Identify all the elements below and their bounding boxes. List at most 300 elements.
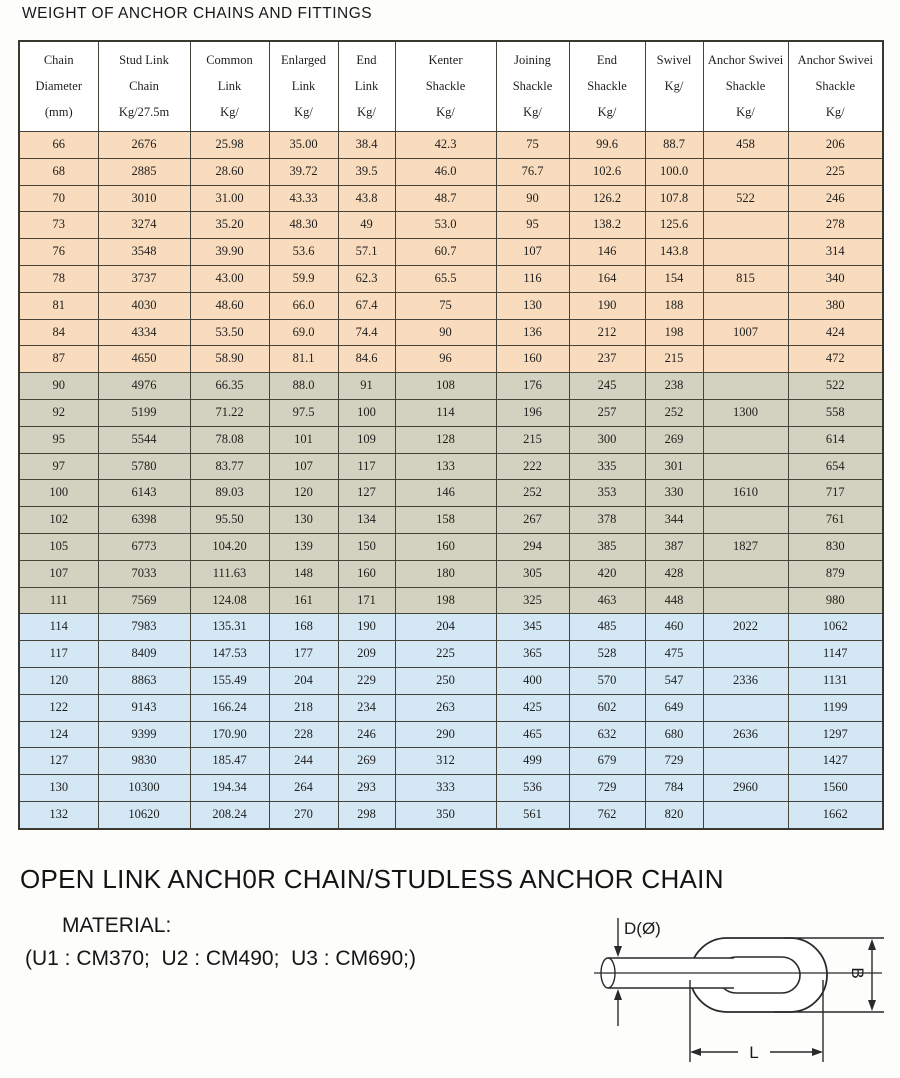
table-cell: 1560 xyxy=(788,775,883,802)
table-cell: 48.60 xyxy=(190,292,269,319)
table-cell: 237 xyxy=(569,346,645,373)
table-cell: 209 xyxy=(338,641,395,668)
column-header: Joining Shackle Kg/ xyxy=(496,41,569,132)
table-cell: 353 xyxy=(569,480,645,507)
table-cell: 499 xyxy=(496,748,569,775)
table-cell: 465 xyxy=(496,721,569,748)
table-cell: 114 xyxy=(19,614,98,641)
table-cell: 424 xyxy=(788,319,883,346)
table-cell: 74.4 xyxy=(338,319,395,346)
table-cell: 1610 xyxy=(703,480,788,507)
table-cell: 53.0 xyxy=(395,212,496,239)
table-cell: 246 xyxy=(338,721,395,748)
table-cell: 76 xyxy=(19,239,98,266)
table-cell: 177 xyxy=(269,641,338,668)
table-cell: 28.60 xyxy=(190,158,269,185)
table-cell: 3274 xyxy=(98,212,190,239)
material-label: MATERIAL: xyxy=(62,914,172,937)
table-cell xyxy=(703,587,788,614)
table-cell: 225 xyxy=(395,641,496,668)
table-row xyxy=(19,587,883,614)
table-cell: 10620 xyxy=(98,801,190,828)
table-cell: 1199 xyxy=(788,694,883,721)
table-cell: 170.90 xyxy=(190,721,269,748)
table-row xyxy=(19,185,883,212)
table-cell: 460 xyxy=(645,614,703,641)
table-cell: 1827 xyxy=(703,533,788,560)
table-cell: 66.0 xyxy=(269,292,338,319)
table-row xyxy=(19,453,883,480)
table-cell: 378 xyxy=(569,507,645,534)
table-cell: 8863 xyxy=(98,667,190,694)
table-cell: 109 xyxy=(338,426,395,453)
table-cell: 69.0 xyxy=(269,319,338,346)
table-cell: 244 xyxy=(269,748,338,775)
table-cell: 125.6 xyxy=(645,212,703,239)
table-cell xyxy=(703,801,788,828)
table-cell: 155.49 xyxy=(190,667,269,694)
table-cell: 102 xyxy=(19,507,98,534)
table-cell: 350 xyxy=(395,801,496,828)
table-cell: 522 xyxy=(788,373,883,400)
table-cell: 5544 xyxy=(98,426,190,453)
table-cell: 102.6 xyxy=(569,158,645,185)
table-cell: 132 xyxy=(19,801,98,828)
table-row xyxy=(19,801,883,828)
table-cell: 104.20 xyxy=(190,533,269,560)
table-cell: 1131 xyxy=(788,667,883,694)
table-cell: 87 xyxy=(19,346,98,373)
table-cell: 717 xyxy=(788,480,883,507)
table-cell: 1427 xyxy=(788,748,883,775)
table-cell: 130 xyxy=(269,507,338,534)
table-cell: 312 xyxy=(395,748,496,775)
table-cell: 649 xyxy=(645,694,703,721)
table-cell: 10300 xyxy=(98,775,190,802)
table-cell: 49 xyxy=(338,212,395,239)
table-cell: 344 xyxy=(645,507,703,534)
table-cell: 485 xyxy=(569,614,645,641)
table-cell: 76.7 xyxy=(496,158,569,185)
table-cell: 66.35 xyxy=(190,373,269,400)
table-cell: 2676 xyxy=(98,132,190,159)
table-cell: 190 xyxy=(338,614,395,641)
table-cell: 654 xyxy=(788,453,883,480)
table-cell: 215 xyxy=(645,346,703,373)
table-row xyxy=(19,614,883,641)
table-row xyxy=(19,265,883,292)
table-cell: 387 xyxy=(645,533,703,560)
table-cell xyxy=(703,212,788,239)
table-cell: 301 xyxy=(645,453,703,480)
table-cell: 208.24 xyxy=(190,801,269,828)
table-cell: 143.8 xyxy=(645,239,703,266)
table-cell: 95 xyxy=(19,426,98,453)
table-cell: 100.0 xyxy=(645,158,703,185)
table-row xyxy=(19,533,883,560)
arrow-up-icon xyxy=(868,939,876,950)
arrow-up-icon xyxy=(614,989,622,1000)
table-cell: 31.00 xyxy=(190,185,269,212)
table-cell: 4976 xyxy=(98,373,190,400)
table-cell: 43.8 xyxy=(338,185,395,212)
table-cell: 222 xyxy=(496,453,569,480)
table-cell: 96 xyxy=(395,346,496,373)
table-cell: 879 xyxy=(788,560,883,587)
table-row xyxy=(19,399,883,426)
table-cell: 463 xyxy=(569,587,645,614)
table-row xyxy=(19,721,883,748)
weights-table xyxy=(18,40,884,830)
table-row xyxy=(19,212,883,239)
table-cell: 88.7 xyxy=(645,132,703,159)
table-cell: 263 xyxy=(395,694,496,721)
table-cell: 25.98 xyxy=(190,132,269,159)
table-cell: 425 xyxy=(496,694,569,721)
table-cell xyxy=(703,346,788,373)
table-cell: 270 xyxy=(269,801,338,828)
table-cell: 234 xyxy=(338,694,395,721)
table-cell: 4030 xyxy=(98,292,190,319)
table-cell: 39.72 xyxy=(269,158,338,185)
table-cell: 300 xyxy=(569,426,645,453)
table-cell: 325 xyxy=(496,587,569,614)
table-cell: 88.0 xyxy=(269,373,338,400)
column-header: Common Link Kg/ xyxy=(190,41,269,132)
table-row xyxy=(19,641,883,668)
table-cell: 71.22 xyxy=(190,399,269,426)
table-cell: 160 xyxy=(395,533,496,560)
table-cell: 158 xyxy=(395,507,496,534)
table-cell: 3010 xyxy=(98,185,190,212)
column-header: End Shackle Kg/ xyxy=(569,41,645,132)
table-cell: 171 xyxy=(338,587,395,614)
table-cell: 117 xyxy=(19,641,98,668)
table-cell: 107 xyxy=(269,453,338,480)
table-cell: 204 xyxy=(395,614,496,641)
table-cell: 762 xyxy=(569,801,645,828)
table-cell: 245 xyxy=(569,373,645,400)
table-cell: 290 xyxy=(395,721,496,748)
table-cell: 168 xyxy=(269,614,338,641)
table-body xyxy=(19,132,883,829)
table-cell: 81 xyxy=(19,292,98,319)
table-cell: 111 xyxy=(19,587,98,614)
table-cell: 48.30 xyxy=(269,212,338,239)
table-cell: 314 xyxy=(788,239,883,266)
table-cell: 134 xyxy=(338,507,395,534)
table-cell: 472 xyxy=(788,346,883,373)
table-cell: 66 xyxy=(19,132,98,159)
table-cell: 3737 xyxy=(98,265,190,292)
table-cell: 729 xyxy=(645,748,703,775)
arrow-down-icon xyxy=(868,1000,876,1011)
material-detail: (U1 : CM370; U2 : CM490; U3 : CM690;) xyxy=(25,947,416,970)
table-cell: 135.31 xyxy=(190,614,269,641)
table-cell: 160 xyxy=(496,346,569,373)
table-cell: 1007 xyxy=(703,319,788,346)
table-cell: 570 xyxy=(569,667,645,694)
table-cell: 229 xyxy=(338,667,395,694)
table-cell: 58.90 xyxy=(190,346,269,373)
table-cell: 147.53 xyxy=(190,641,269,668)
table-cell: 269 xyxy=(338,748,395,775)
table-cell: 458 xyxy=(703,132,788,159)
table-row xyxy=(19,346,883,373)
table-cell: 1297 xyxy=(788,721,883,748)
table-cell: 161 xyxy=(269,587,338,614)
length-dimension-label: L xyxy=(749,1043,759,1062)
table-cell: 198 xyxy=(395,587,496,614)
table-cell: 35.20 xyxy=(190,212,269,239)
table-cell: 148 xyxy=(269,560,338,587)
header-row xyxy=(19,41,883,132)
table-cell: 206 xyxy=(788,132,883,159)
table-row xyxy=(19,132,883,159)
table-cell: 67.4 xyxy=(338,292,395,319)
table-cell: 75 xyxy=(496,132,569,159)
table-cell: 380 xyxy=(788,292,883,319)
table-cell: 78 xyxy=(19,265,98,292)
table-cell: 126.2 xyxy=(569,185,645,212)
table-row xyxy=(19,507,883,534)
table-cell: 246 xyxy=(788,185,883,212)
table-cell: 252 xyxy=(496,480,569,507)
table-row xyxy=(19,158,883,185)
table-cell: 547 xyxy=(645,667,703,694)
table-cell: 4650 xyxy=(98,346,190,373)
table-cell: 166.24 xyxy=(190,694,269,721)
table-cell: 92 xyxy=(19,399,98,426)
arrow-left-icon xyxy=(690,1048,701,1056)
table-cell: 130 xyxy=(496,292,569,319)
table-cell: 95 xyxy=(496,212,569,239)
column-header: Kenter Shackle Kg/ xyxy=(395,41,496,132)
table-cell: 62.3 xyxy=(338,265,395,292)
table-cell xyxy=(703,453,788,480)
table-cell: 190 xyxy=(569,292,645,319)
table-cell: 180 xyxy=(395,560,496,587)
table-cell: 117 xyxy=(338,453,395,480)
table-cell: 65.5 xyxy=(395,265,496,292)
table-cell: 9399 xyxy=(98,721,190,748)
table-cell: 7983 xyxy=(98,614,190,641)
table-cell: 60.7 xyxy=(395,239,496,266)
section-heading: OPEN LINK ANCH0R CHAIN/STUDLESS ANCHOR CHAIN xyxy=(20,864,724,894)
table-row xyxy=(19,748,883,775)
table-cell: 146 xyxy=(569,239,645,266)
table-cell: 81.1 xyxy=(269,346,338,373)
table-cell: 8409 xyxy=(98,641,190,668)
table-cell: 97 xyxy=(19,453,98,480)
table-cell: 59.9 xyxy=(269,265,338,292)
table-cell xyxy=(703,507,788,534)
table-cell: 4334 xyxy=(98,319,190,346)
table-cell: 90 xyxy=(395,319,496,346)
table-cell: 136 xyxy=(496,319,569,346)
table-cell: 107.8 xyxy=(645,185,703,212)
table-cell: 536 xyxy=(496,775,569,802)
table-cell: 267 xyxy=(496,507,569,534)
table-cell: 1062 xyxy=(788,614,883,641)
table-cell: 1147 xyxy=(788,641,883,668)
table-cell: 160 xyxy=(338,560,395,587)
arrow-right-icon xyxy=(812,1048,823,1056)
table-cell: 729 xyxy=(569,775,645,802)
table-cell xyxy=(703,292,788,319)
table-cell: 164 xyxy=(569,265,645,292)
table-cell: 185.47 xyxy=(190,748,269,775)
table-cell: 522 xyxy=(703,185,788,212)
table-cell: 2960 xyxy=(703,775,788,802)
table-cell: 448 xyxy=(645,587,703,614)
table-cell: 238 xyxy=(645,373,703,400)
table-cell: 218 xyxy=(269,694,338,721)
arrow-down-icon xyxy=(614,946,622,957)
table-cell: 146 xyxy=(395,480,496,507)
table-cell: 1300 xyxy=(703,399,788,426)
table-cell: 138.2 xyxy=(569,212,645,239)
column-header: Chain Diameter (mm) xyxy=(19,41,98,132)
table-cell: 252 xyxy=(645,399,703,426)
table-cell: 150 xyxy=(338,533,395,560)
table-cell: 400 xyxy=(496,667,569,694)
table-cell: 105 xyxy=(19,533,98,560)
table-cell: 561 xyxy=(496,801,569,828)
table-cell: 784 xyxy=(645,775,703,802)
table-cell: 188 xyxy=(645,292,703,319)
table-cell: 39.5 xyxy=(338,158,395,185)
table-cell: 194.34 xyxy=(190,775,269,802)
table-cell: 2885 xyxy=(98,158,190,185)
table-cell: 345 xyxy=(496,614,569,641)
table-cell: 3548 xyxy=(98,239,190,266)
table-cell: 97.5 xyxy=(269,399,338,426)
table-cell: 57.1 xyxy=(338,239,395,266)
table-cell: 558 xyxy=(788,399,883,426)
table-cell xyxy=(703,239,788,266)
table-cell: 78.08 xyxy=(190,426,269,453)
table-cell: 9830 xyxy=(98,748,190,775)
column-header: Anchor Swivei Shackle Kg/ xyxy=(788,41,883,132)
table-cell: 53.50 xyxy=(190,319,269,346)
table-cell: 475 xyxy=(645,641,703,668)
table-cell: 225 xyxy=(788,158,883,185)
table-cell: 107 xyxy=(19,560,98,587)
table-cell: 9143 xyxy=(98,694,190,721)
table-cell: 154 xyxy=(645,265,703,292)
column-header: Swivel Kg/ xyxy=(645,41,703,132)
table-cell: 100 xyxy=(19,480,98,507)
table-cell: 204 xyxy=(269,667,338,694)
table-row xyxy=(19,560,883,587)
table-cell xyxy=(703,158,788,185)
table-cell: 820 xyxy=(645,801,703,828)
table-cell: 420 xyxy=(569,560,645,587)
table-cell: 1662 xyxy=(788,801,883,828)
table-cell: 127 xyxy=(19,748,98,775)
table-cell: 294 xyxy=(496,533,569,560)
table-cell: 42.3 xyxy=(395,132,496,159)
table-cell: 124.08 xyxy=(190,587,269,614)
table-cell: 124 xyxy=(19,721,98,748)
table-cell: 264 xyxy=(269,775,338,802)
table-cell xyxy=(703,560,788,587)
chain-link-diagram xyxy=(588,892,900,1078)
table-cell: 122 xyxy=(19,694,98,721)
table-cell: 99.6 xyxy=(569,132,645,159)
table-cell: 198 xyxy=(645,319,703,346)
table-cell: 830 xyxy=(788,533,883,560)
table-cell xyxy=(703,748,788,775)
table-cell: 84 xyxy=(19,319,98,346)
table-cell: 196 xyxy=(496,399,569,426)
table-cell: 43.00 xyxy=(190,265,269,292)
table-cell: 614 xyxy=(788,426,883,453)
table-cell: 127 xyxy=(338,480,395,507)
table-cell: 335 xyxy=(569,453,645,480)
table-cell: 130 xyxy=(19,775,98,802)
page-title: WEIGHT OF ANCHOR CHAINS AND FITTINGS xyxy=(22,5,373,22)
table-cell: 305 xyxy=(496,560,569,587)
table-cell: 293 xyxy=(338,775,395,802)
table-cell: 632 xyxy=(569,721,645,748)
table-cell: 340 xyxy=(788,265,883,292)
table-cell: 70 xyxy=(19,185,98,212)
table-row xyxy=(19,373,883,400)
column-header: Enlarged Link Kg/ xyxy=(269,41,338,132)
table-cell: 815 xyxy=(703,265,788,292)
table-cell: 528 xyxy=(569,641,645,668)
table-cell: 73 xyxy=(19,212,98,239)
table-cell: 5199 xyxy=(98,399,190,426)
table-cell xyxy=(703,641,788,668)
table-cell: 365 xyxy=(496,641,569,668)
table-cell: 120 xyxy=(269,480,338,507)
table-row xyxy=(19,694,883,721)
table-cell: 53.6 xyxy=(269,239,338,266)
table-cell: 90 xyxy=(496,185,569,212)
table-row xyxy=(19,239,883,266)
table-row xyxy=(19,426,883,453)
table-cell: 114 xyxy=(395,399,496,426)
table-cell: 176 xyxy=(496,373,569,400)
diameter-dimension-label: D(Ø) xyxy=(624,919,661,938)
table-row xyxy=(19,480,883,507)
table-cell xyxy=(703,373,788,400)
column-header: Stud Link Chain Kg/27.5m xyxy=(98,41,190,132)
table-cell: 428 xyxy=(645,560,703,587)
table-cell: 980 xyxy=(788,587,883,614)
table-cell: 7033 xyxy=(98,560,190,587)
table-cell: 120 xyxy=(19,667,98,694)
table-cell: 84.6 xyxy=(338,346,395,373)
table-header xyxy=(19,41,883,132)
table-cell: 6143 xyxy=(98,480,190,507)
table-cell: 228 xyxy=(269,721,338,748)
table-cell: 116 xyxy=(496,265,569,292)
table-cell: 761 xyxy=(788,507,883,534)
table-cell: 6398 xyxy=(98,507,190,534)
table-cell: 269 xyxy=(645,426,703,453)
table-cell: 39.90 xyxy=(190,239,269,266)
table-cell: 7569 xyxy=(98,587,190,614)
width-dimension-label: B xyxy=(848,967,867,979)
table-cell: 108 xyxy=(395,373,496,400)
table-cell: 5780 xyxy=(98,453,190,480)
table-cell: 278 xyxy=(788,212,883,239)
table-cell: 48.7 xyxy=(395,185,496,212)
